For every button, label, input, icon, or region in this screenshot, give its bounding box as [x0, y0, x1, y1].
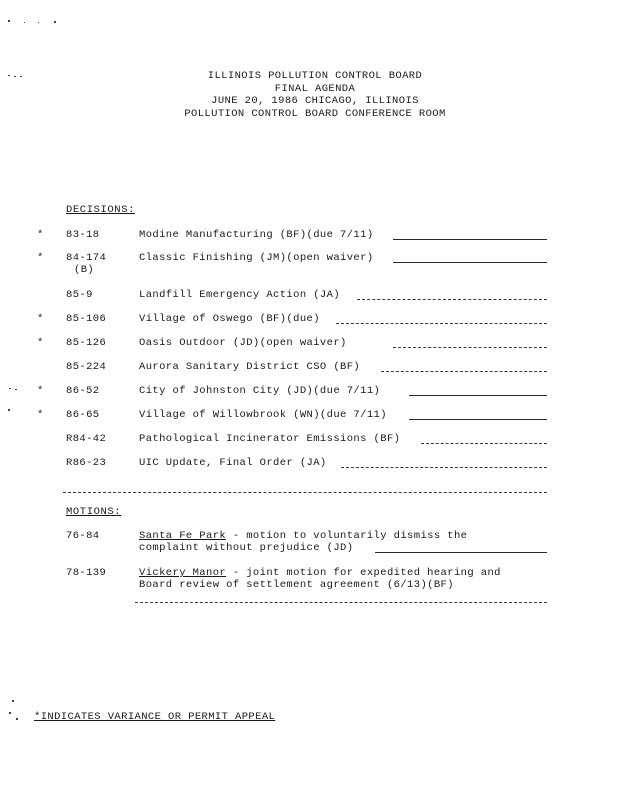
docket-number: R86-23	[66, 457, 107, 469]
signature-blank	[381, 371, 547, 372]
decision-description: City of Johnston City (JD)(due 7/11)	[139, 385, 381, 397]
docket-number: 86-65	[66, 409, 100, 421]
decision-row	[0, 385, 618, 401]
appeal-marker: *	[37, 409, 44, 421]
signature-blank	[393, 347, 547, 348]
signature-blank	[135, 602, 547, 603]
appeal-marker: *	[37, 229, 44, 241]
signature-blank	[421, 443, 547, 444]
signature-blank	[393, 239, 547, 240]
header-date-location: JUNE 20, 1986 CHICAGO, ILLINOIS	[211, 95, 419, 107]
docket-number: 85-9	[66, 289, 93, 301]
docket-number: 78-139	[66, 567, 107, 579]
decision-row	[0, 252, 618, 276]
docket-number: 84-174	[66, 252, 107, 264]
motion-description-cont: Board review of settlement agreement (6/13)(BF)	[139, 579, 454, 591]
decisions-heading: DECISIONS:	[66, 204, 136, 216]
motions-heading: MOTIONS:	[66, 506, 122, 518]
appeal-marker: *	[37, 313, 44, 325]
signature-blank	[341, 467, 547, 468]
scan-speck	[54, 21, 56, 23]
decision-row	[0, 361, 618, 377]
appeal-marker: *	[37, 252, 44, 264]
scan-speck	[8, 20, 10, 22]
document-header	[0, 70, 618, 120]
docket-number: 85-126	[66, 337, 107, 349]
signature-blank	[409, 395, 547, 396]
decision-description: Modine Manufacturing (BF)(due 7/11)	[139, 229, 374, 241]
motion-party: Vickery Manor	[139, 567, 227, 579]
motion-description: - joint motion for expedited hearing and	[226, 567, 501, 579]
motion-party: Santa Fe Park	[139, 530, 227, 542]
docket-number: 86-52	[66, 385, 100, 397]
docket-number: 76-84	[66, 530, 100, 542]
scan-speck	[12, 700, 14, 702]
decision-row	[0, 433, 618, 449]
motion-row	[0, 567, 618, 607]
decision-description: Landfill Emergency Action (JA)	[139, 289, 341, 301]
decision-description: Classic Finishing (JM)(open waiver)	[139, 252, 374, 264]
signature-blank	[357, 299, 547, 300]
footer-note: *INDICATES VARIANCE OR PERMIT APPEAL	[34, 711, 276, 723]
decision-description: Aurora Sanitary District CSO (BF)	[139, 361, 361, 373]
decision-row	[0, 337, 618, 353]
decision-row	[0, 409, 618, 425]
appeal-marker: *	[37, 385, 44, 397]
motion-description-cont: complaint without prejudice (JD)	[139, 542, 354, 554]
decision-description: UIC Update, Final Order (JA)	[139, 457, 327, 469]
motion-description: - motion to voluntarily dismiss the	[226, 530, 468, 542]
header-agenda-type: FINAL AGENDA	[274, 82, 356, 95]
signature-blank	[409, 419, 547, 420]
scan-speck	[16, 718, 18, 720]
motion-line-1	[139, 567, 501, 579]
scan-speck	[38, 22, 39, 23]
header-board-name: ILLINOIS POLLUTION CONTROL BOARD	[207, 70, 423, 82]
decision-row	[0, 229, 618, 245]
docket-number: 85-106	[66, 313, 107, 325]
decision-row	[0, 457, 618, 473]
appeal-marker: *	[37, 337, 44, 349]
decision-description: Pathological Incinerator Emissions (BF)	[139, 433, 401, 445]
section-divider	[63, 492, 547, 493]
motion-line-1	[139, 530, 467, 542]
decision-row	[0, 289, 618, 305]
decision-description: Oasis Outdoor (JD)(open waiver)	[139, 337, 347, 349]
docket-subnumber: (B)	[74, 264, 95, 276]
signature-blank	[375, 552, 547, 553]
docket-number: R84-42	[66, 433, 107, 445]
scan-speck	[24, 22, 25, 23]
decision-description: Village of Oswego (BF)(due)	[139, 313, 320, 325]
signature-blank	[336, 323, 547, 324]
docket-number: 85-224	[66, 361, 107, 373]
docket-number: 83-18	[66, 229, 100, 241]
scan-speck	[9, 712, 11, 714]
header-room: POLLUTION CONTROL BOARD CONFERENCE ROOM	[184, 107, 446, 120]
motion-row	[0, 530, 618, 560]
signature-blank	[393, 262, 547, 263]
decision-description: Village of Willowbrook (WN)(due 7/11)	[139, 409, 387, 421]
decision-row	[0, 313, 618, 329]
